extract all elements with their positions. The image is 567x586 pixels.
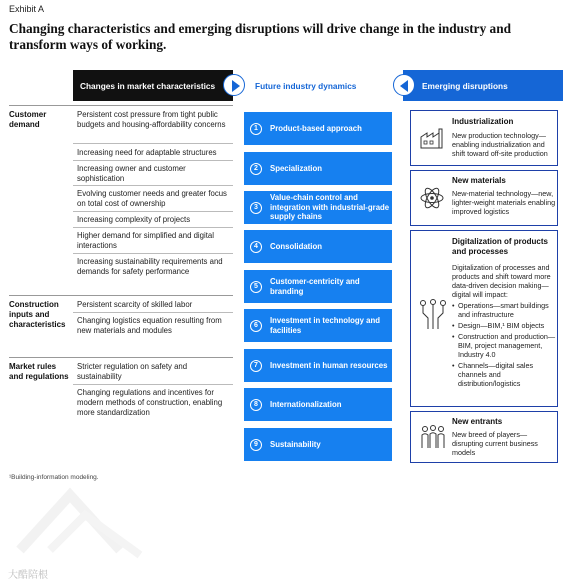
dynamic-label: Product-based approach: [270, 123, 362, 133]
dynamic-label: Internationalization: [270, 399, 342, 409]
characteristic-item: Increasing owner and customer sophistication: [77, 164, 186, 183]
number-badge: 1: [250, 123, 262, 135]
list-item: • Channels—digital sales channels and distribution/logistics: [452, 361, 556, 388]
disruption-desc: New breed of players—disrupting current business models: [452, 430, 538, 457]
disruption-title: Industrialization: [452, 117, 514, 126]
divider: [73, 384, 233, 385]
header-dynamics: [233, 70, 403, 101]
dynamic-box: [244, 191, 392, 224]
divider: [73, 227, 233, 228]
dynamic-box: [244, 112, 392, 145]
disruption-title: New materials: [452, 176, 506, 185]
dynamic-label: Sustainability: [270, 439, 321, 449]
characteristic-item: Evolving customer needs and greater focus on total cost of ownership: [77, 189, 227, 208]
atom-icon: [419, 185, 445, 211]
arrow-left-icon: [393, 74, 415, 96]
number-badge: 2: [250, 163, 262, 175]
characteristic-item: Increasing complexity of projects: [77, 215, 191, 224]
list-item: • Operations—smart buildings and infrastructure: [452, 301, 556, 319]
factory-icon: [419, 127, 445, 149]
dynamic-box: [244, 230, 392, 263]
watermark-logo: [10, 480, 150, 560]
category-customer-demand: Customer demand: [9, 110, 47, 129]
dynamic-label: Investment in technology and facilities: [270, 316, 381, 335]
disruption-desc: [452, 263, 556, 388]
disruption-desc: New-material technology—new, lighter-weight materials enabling improved logistics: [452, 189, 556, 216]
divider: [9, 105, 233, 106]
divider: [9, 295, 233, 296]
list-item: • Construction and production—BIM, project management, Industry 4.0: [452, 332, 556, 359]
characteristic-item: Stricter regulation on safety and sustainability: [77, 362, 188, 381]
exhibit-label: Exhibit A: [9, 4, 45, 14]
dynamic-box: [244, 152, 392, 185]
disruption-digitalization: [410, 230, 558, 407]
number-badge: 8: [250, 399, 262, 411]
arrow-right-icon: [223, 74, 245, 96]
disruption-industrialization: [410, 110, 558, 166]
characteristic-item: Increasing need for adaptable structures: [77, 148, 217, 157]
header-disruptions-label: Emerging disruptions: [422, 80, 508, 91]
number-badge: 7: [250, 360, 262, 372]
disruption-desc: New production technology—enabling industrialization and shift toward off-site production: [452, 131, 548, 158]
divider: [73, 312, 233, 313]
footnote: ¹Building-information modeling.: [9, 474, 99, 481]
dynamic-box: [244, 270, 392, 303]
divider: [73, 143, 233, 144]
dynamic-label: Investment in human resources: [270, 360, 388, 370]
dynamic-label: Value-chain control and integration with industrial-grade supply chains: [270, 193, 390, 222]
divider: [9, 357, 233, 358]
watermark-text: 大酷陪根: [8, 570, 48, 581]
category-market-rules: Market rules and regulations: [9, 362, 69, 381]
characteristic-item: Changing regulations and incentives for modern methods of construction, enabling more standardization: [77, 388, 223, 417]
header-disruptions: [403, 70, 563, 101]
disruption-new-entrants: [410, 411, 558, 463]
number-badge: 4: [250, 241, 262, 253]
page-title: Changing characteristics and emerging disruptions will drive change in the industry and transform ways of working.: [9, 21, 511, 52]
number-badge: 9: [250, 439, 262, 451]
disruption-title: New entrants: [452, 417, 503, 426]
header-market: [73, 70, 233, 101]
characteristic-item: Higher demand for simplified and digital interactions: [77, 231, 214, 250]
category-construction-inputs: Construction inputs and characteristics: [9, 300, 66, 329]
number-badge: 5: [250, 281, 262, 293]
dynamic-label: Specialization: [270, 163, 322, 173]
divider: [73, 160, 233, 161]
characteristic-item: Persistent cost pressure from tight public budgets and housing-affordability concerns: [77, 110, 226, 129]
list-item: • Design—BIM,¹ BIM objects: [452, 321, 556, 330]
number-badge: 6: [250, 320, 262, 332]
characteristic-item: Changing logistics equation resulting from new materials and modules: [77, 316, 222, 335]
dynamic-box: [244, 428, 392, 461]
circuit-icon: [419, 299, 447, 331]
characteristic-item: Increasing sustainability requirements and demands for safety performance: [77, 257, 223, 276]
divider: [73, 211, 233, 212]
dynamic-box: [244, 309, 392, 342]
dynamic-box: [244, 349, 392, 382]
characteristic-item: Persistent scarcity of skilled labor: [77, 300, 193, 309]
header-dynamics-label: Future industry dynamics: [255, 80, 357, 91]
people-icon: [419, 424, 447, 450]
dynamic-label: Consolidation: [270, 241, 322, 251]
divider: [73, 185, 233, 186]
dynamic-label: Customer-centricity and branding: [270, 277, 360, 296]
number-badge: 3: [250, 202, 262, 214]
impact-list: [452, 301, 556, 388]
disruption-desc-text: Digitalization of processes and products and shift toward more data-driven decision making—digital will impact:: [452, 263, 551, 299]
dynamic-box: [244, 388, 392, 421]
disruption-title: Digitalization of products and processes: [452, 237, 548, 256]
header-market-label: Changes in market characteristics: [80, 80, 216, 91]
divider: [73, 253, 233, 254]
disruption-new-materials: [410, 170, 558, 226]
